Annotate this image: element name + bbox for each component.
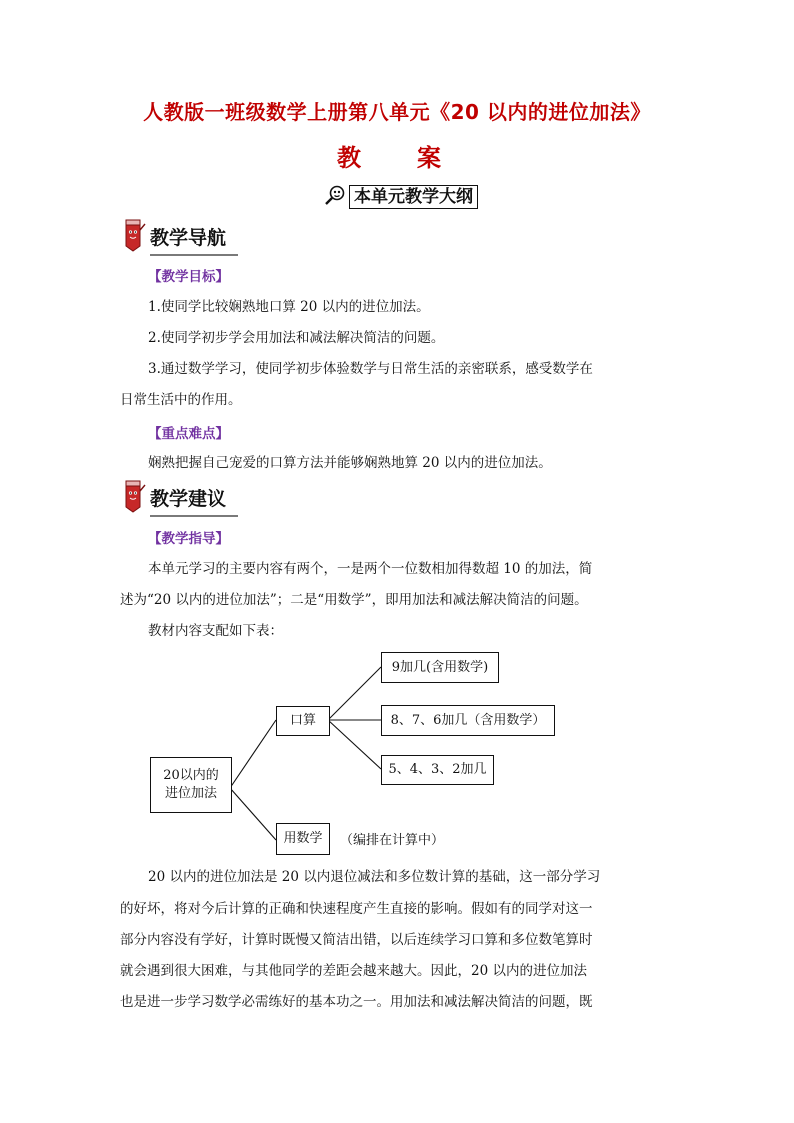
para3-line-2: 的好坏，将对今后计算的正确和快速程度产生直接的影响。假如有的同学对这一 [120,901,593,917]
diagram-root-line-2: 进位加法 [164,786,217,801]
goal-line-3: 3.通过数学学习，使同学初步体验数学与日常生活的亲密联系，感受数学在 [148,361,593,377]
key-label: 【重点难点】 [148,426,229,442]
diagram-leaf-2: 8、7、6加几（含用数学） [381,705,555,736]
diagram-root-line-1: 20以内的 [163,768,219,783]
para3-line-3: 部分内容没有学好，计算时既慢又简洁出错，以后连续学习口算和多位数笔算时 [120,932,593,948]
goal-line-1: 1.使同学比较娴熟地口算 20 以内的进位加法。 [148,299,430,315]
diagram-leaf-1: 9加几(含用数学) [381,652,499,683]
diagram-root-node [150,757,232,813]
page-title: 人教版一班级数学上册第八单元《20 以内的进位加法》 [143,100,651,124]
para2: 教材内容支配如下表： [148,623,283,639]
diagram-kousuan-node: 口算 [276,706,330,736]
guide-label: 【教学指导】 [148,531,229,547]
goals-label: 【教学目标】 [148,269,229,285]
outline-label: 本单元教学大纲 [349,185,478,209]
para3-line-1: 20 以内的进位加法是 20 以内退位减法和多位数计算的基础，这一部分学习 [148,869,601,885]
section-title-advice: 教学建议 [150,484,238,517]
para3-line-4: 就会遇到很大困难，与其他同学的差距会越来越大。因此，20 以内的进位加法 [120,963,587,979]
goal-line-2: 2.使同学初步学会用加法和减法解决简洁的问题。 [148,330,445,346]
para1-line-2: 述为“20 以内的进位加法”；二是“用数学”，即用加法和减法解决简洁的问题。 [120,592,588,608]
section-title-nav: 教学导航 [150,223,238,256]
key-text: 娴熟把握自己宠爱的口算方法并能够娴熟地算 20 以内的进位加法。 [148,455,552,471]
goal-line-4: 日常生活中的作用。 [120,392,242,408]
diagram-yongshuxue-note: （编排在计算中） [340,833,445,848]
diagram-leaf-3: 5、4、3、2加几 [381,755,494,785]
para1-line-1: 本单元学习的主要内容有两个，一是两个一位数相加得数超 10 的加法，简 [148,561,593,577]
diagram-yongshuxue-node: 用数学 [276,823,330,855]
para3-line-5: 也是进一步学习数学必需练好的基本功之一。用加法和减法解决简洁的问题，既 [120,994,593,1010]
page-subtitle: 教 案 [337,144,457,172]
